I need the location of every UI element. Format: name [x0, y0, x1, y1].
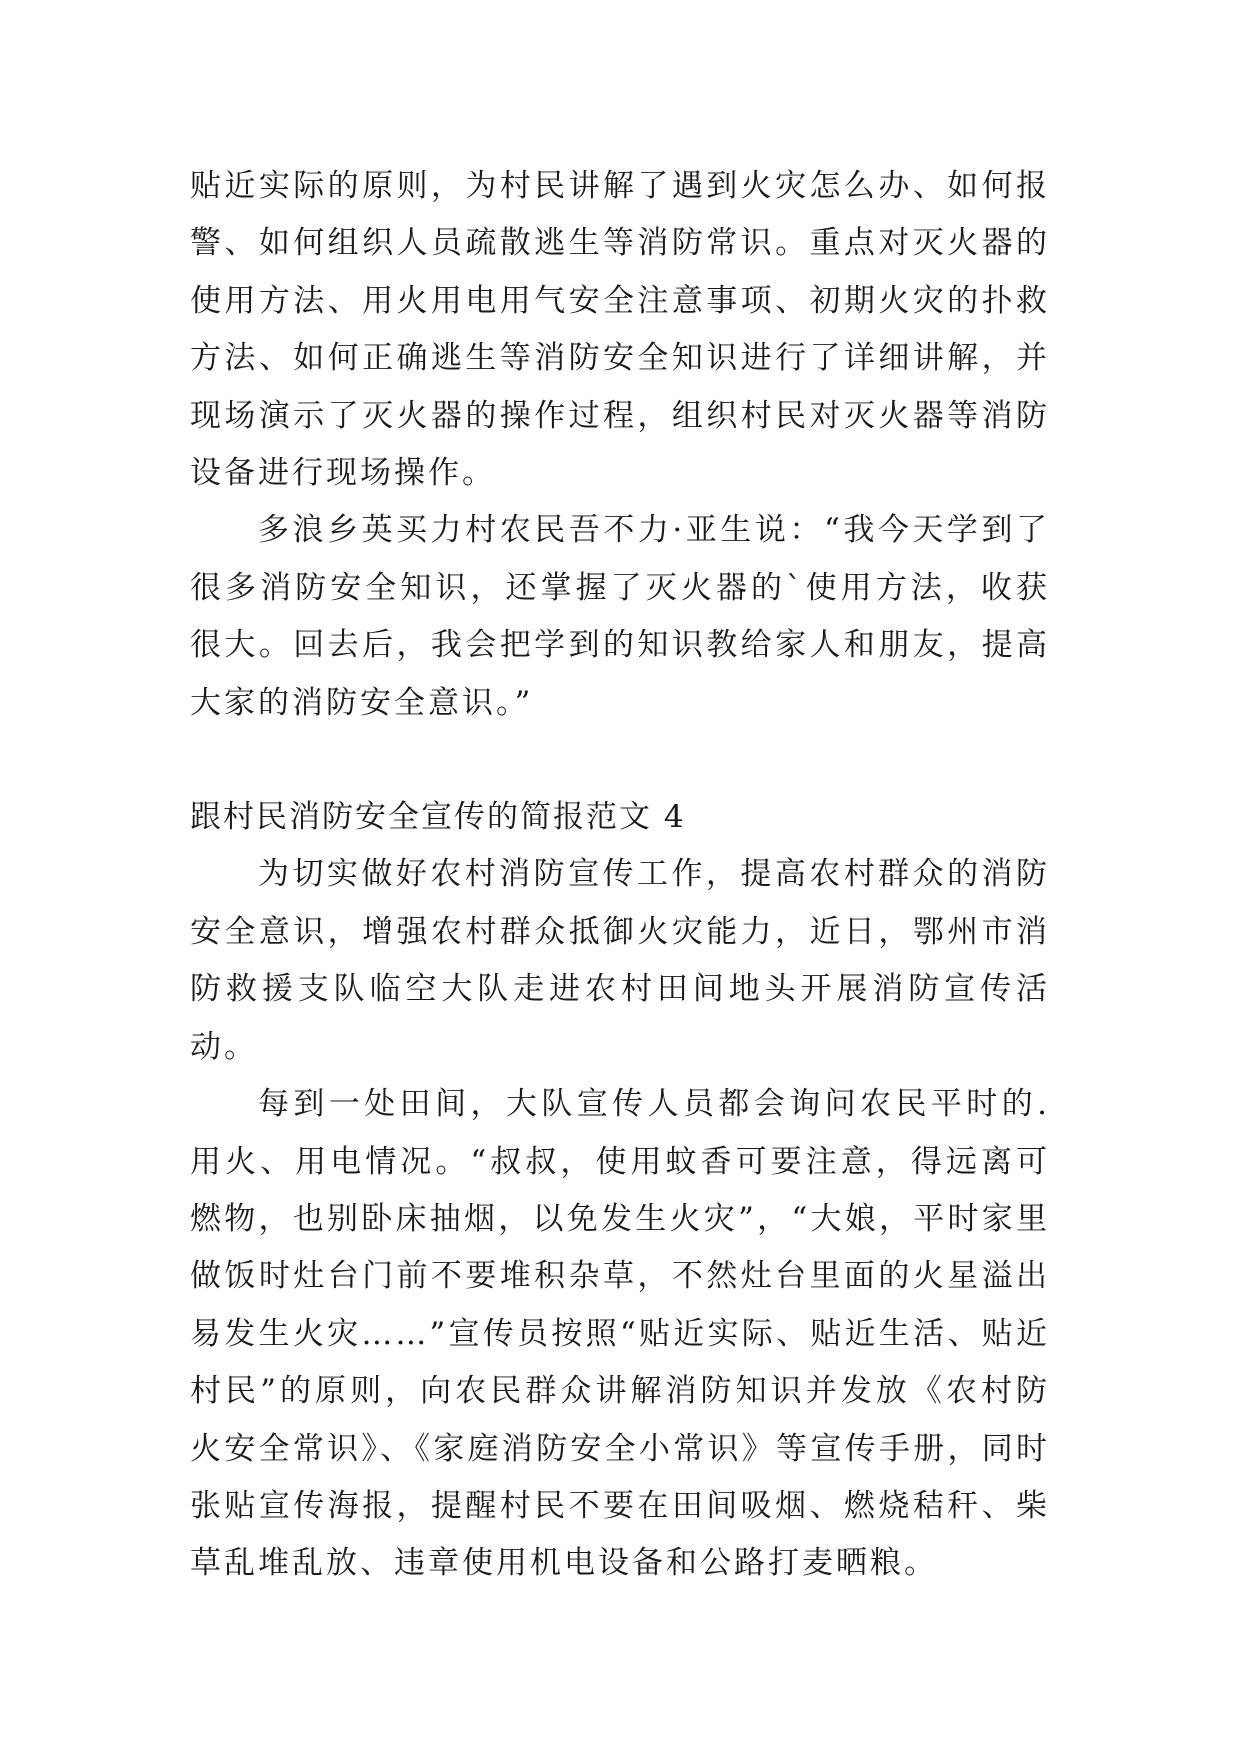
- document-body: [190, 158, 1050, 1593]
- paragraph-villager-quote: 多浪乡英买力村农民吾不力·亚生说：“我今天学到了很多消防安全知识，还掌握了灭火器的`使用方法，收获很大。回去后，我会把学到的知识教给家人和朋友，提高大家的消防安全意识。”: [190, 512, 1050, 721]
- paragraph-continuation: 贴近实际的原则，为村民讲解了遇到火灾怎么办、如何报警、如何组织人员疏散逃生等消防常识。重点对灭火器的使用方法、用火用电用气安全注意事项、初期火灾的扑救方法、如何正确逃生等消防安全知识进行了详细讲解，并现场演示了灭火器的操作过程，组织村民对灭火器等消防设备进行现场操作。: [190, 168, 1050, 492]
- paragraph-intro: 为切实做好农村消防宣传工作，提高农村群众的消防安全意识，增强农村群众抵御火灾能力，近日，鄂州市消防救援支队临空大队走进农村田间地头开展消防宣传活动。: [190, 856, 1050, 1065]
- paragraph-field-visit: 每到一处田间，大队宣传人员都会询问农民平时的.用火、用电情况。“叔叔，使用蚊香可要注意，得远离可燃物，也别卧床抽烟，以免发生火灾”，“大娘，平时家里做饭时灶台门前不要堆积杂草，不然灶台里面的火星溢出易发生火灾……”宣传员按照“贴近实际、贴近生活、贴近村民”的原则，向农民群众讲解消防知识并发放《农村防火安全常识》、《家庭消防安全小常识》等宣传手册，同时张贴宣传海报，提醒村民不要在田间吸烟、燃烧秸秆、柴草乱堆乱放、违章使用机电设备和公路打麦晒粮。: [190, 1086, 1050, 1582]
- section-heading: 跟村民消防安全宣传的简报范文 4: [190, 799, 686, 836]
